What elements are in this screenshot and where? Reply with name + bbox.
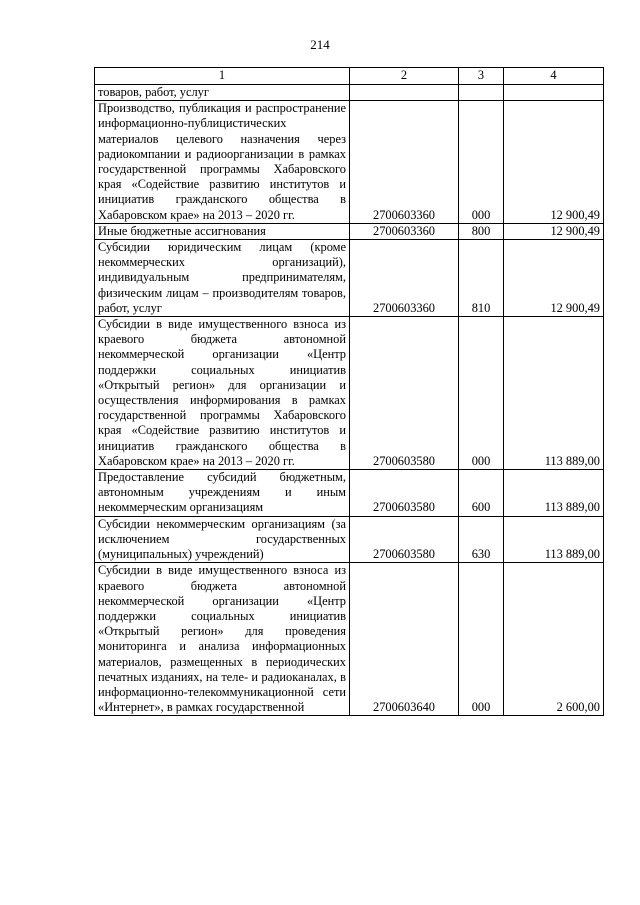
row-amount: 113 889,00 [504,317,604,470]
row-name: товаров, работ, услуг [95,85,350,101]
row-type: 000 [459,317,504,470]
row-amount [504,85,604,101]
row-name: Иные бюджетные ассигнования [95,223,350,239]
row-name: Субсидии в виде имущественного взноса из краевого бюджета автономной некоммерческой организации «Центр поддержки социальных инициатив «Открытый регион» для организации и осуществления информирования в рамках государственной программы Хабаровского края «Содействие развитию институтов и инициатив гражданского общества в Хабаровском крае» на 2013 – 2020 гг. [95,317,350,470]
row-code: 2700603580 [350,317,459,470]
row-code: 2700603360 [350,240,459,317]
row-code: 2700603640 [350,563,459,716]
row-name: Субсидии юридическим лицам (кроме некоммерческих организаций), индивидуальным предпринимателям, физическим лицам – производителям товаров, работ, услуг [95,240,350,317]
table-row [95,516,604,563]
page-number: 214 [310,37,330,52]
row-type: 630 [459,516,504,563]
row-type: 810 [459,240,504,317]
row-code [350,85,459,101]
column-header-type: 3 [459,68,504,85]
row-amount: 12 900,49 [504,223,604,239]
row-type: 000 [459,563,504,716]
row-name: Субсидии некоммерческим организациям (за исключением государственных (муниципальных) учреждений) [95,516,350,563]
row-type: 000 [459,101,504,224]
row-amount: 2 600,00 [504,563,604,716]
row-code: 2700603580 [350,516,459,563]
budget-table [94,67,604,716]
row-amount: 113 889,00 [504,516,604,563]
table-row [95,240,604,317]
column-header-code: 2 [350,68,459,85]
row-name: Производство, публикация и распространение информационно-публицистических материалов целевого назначения через радиокомпании и радиоорганизации в рамках государственной программы Хабаровского края «Содействие развитию институтов и инициатив гражданского общества в Хабаровском крае» на 2013 – 2020 гг. [95,101,350,224]
row-amount: 12 900,49 [504,101,604,224]
row-amount: 113 889,00 [504,470,604,517]
row-code: 2700603360 [350,101,459,224]
row-name: Предоставление субсидий бюджетным, автономным учреждениям и иным некоммерческим организациям [95,470,350,517]
row-name: Субсидии в виде имущественного взноса из краевого бюджета автономной некоммерческой организации «Центр поддержки социальных инициатив «Открытый регион» для проведения мониторинга и анализа информационных материалов, размещенных в периодических печатных изданиях, на теле- и радиоканалах, в информационно-телекоммуникационной сети «Интернет», в рамках государственной [95,563,350,716]
row-code: 2700603360 [350,223,459,239]
column-header-name: 1 [95,68,350,85]
table-row [95,317,604,470]
table-row [95,223,604,239]
row-type: 800 [459,223,504,239]
row-type: 600 [459,470,504,517]
table-row [95,85,604,101]
table-row [95,563,604,716]
table-row [95,101,604,224]
column-header-amount: 4 [504,68,604,85]
table-header-row [95,68,604,85]
row-type [459,85,504,101]
row-code: 2700603580 [350,470,459,517]
row-amount: 12 900,49 [504,240,604,317]
table-row [95,470,604,517]
